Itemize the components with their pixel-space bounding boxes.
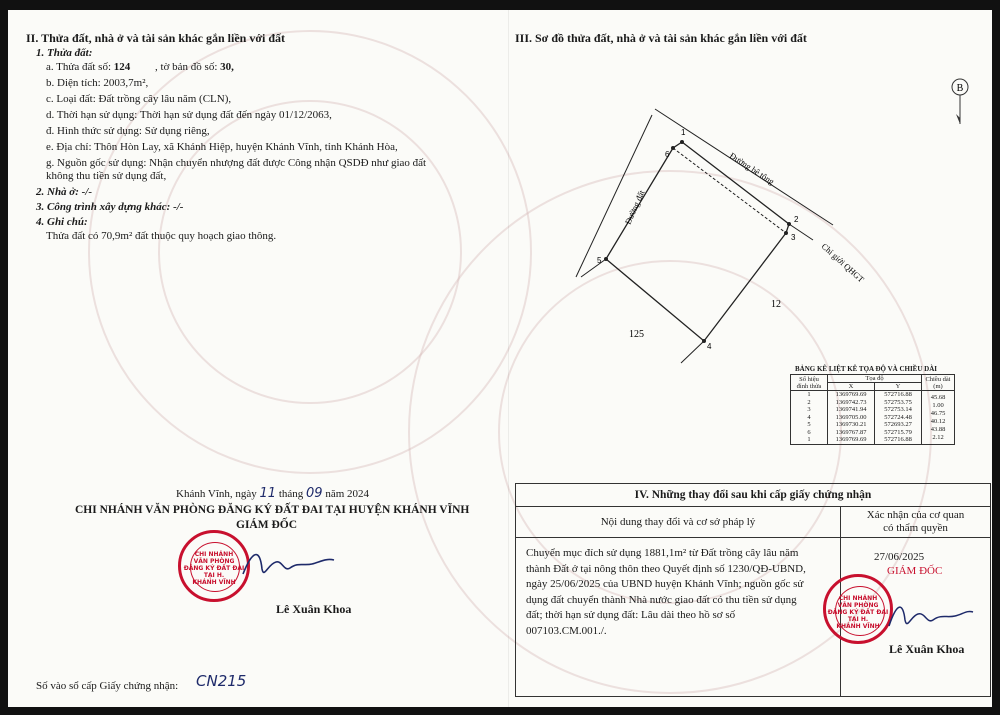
stamp-text-1: CHI NHÁNH bbox=[194, 551, 234, 558]
neighbor-line-1 bbox=[681, 341, 704, 363]
change-content bbox=[516, 538, 841, 697]
length-2: 1.00 bbox=[932, 402, 944, 409]
confirm-signer: Lê Xuân Khoa bbox=[889, 642, 965, 656]
issue-date bbox=[176, 487, 369, 501]
map-number: 30, bbox=[220, 61, 234, 73]
col-confirm-header bbox=[841, 507, 991, 538]
north-compass-icon bbox=[949, 76, 971, 128]
registry-number: CN215 bbox=[196, 672, 247, 690]
coord-point: 1 bbox=[791, 391, 828, 399]
parcel-line bbox=[46, 60, 234, 74]
coord-header-y: Y bbox=[875, 383, 922, 391]
coord-point: 2 bbox=[791, 399, 828, 407]
land-type-line: c. Loại đất: Đất trồng cây lâu năm (CLN), bbox=[46, 93, 232, 105]
changes-entry-row bbox=[516, 538, 991, 697]
date-day: 11 bbox=[259, 486, 277, 501]
coord-point: 4 bbox=[791, 414, 828, 422]
official-stamp-right bbox=[823, 574, 893, 644]
change-line-4: dụng đất chuyển thành Nhà nước giao đất có thu tiền sử dụng bbox=[526, 593, 797, 606]
date-prefix: Khánh Vĩnh, ngày bbox=[176, 488, 257, 500]
compass-letter: B bbox=[956, 83, 964, 94]
area-line: b. Diện tích: 2003,7m², bbox=[46, 77, 149, 89]
item-3-construction: 3. Công trình xây dựng khác: -/- bbox=[36, 201, 184, 213]
changes-header-row bbox=[516, 507, 991, 538]
coord-x: 1369767.87 bbox=[828, 429, 875, 437]
date-month: 09 bbox=[306, 486, 323, 501]
planning-boundary-label: Chỉ giới QHGT bbox=[819, 241, 867, 285]
coord-header-coord: Tọa độ bbox=[828, 375, 922, 383]
col-content-header: Nội dung thay đổi và cơ sở pháp lý bbox=[516, 507, 841, 538]
length-6: 2.12 bbox=[932, 434, 944, 441]
vertex-label-4: 4 bbox=[707, 342, 712, 351]
parcel-diagram bbox=[553, 95, 883, 370]
coord-point: 1 bbox=[791, 436, 828, 444]
coord-header-point: Số hiệu đỉnh thửa bbox=[791, 375, 828, 391]
stamp-text-2: VĂN PHÒNG bbox=[193, 558, 235, 565]
confirm-date: 27/06/2025 bbox=[874, 551, 925, 563]
office-name: CHI NHÁNH VĂN PHÒNG ĐĂNG KÝ ĐẤT ĐAI TẠI HUYỆN KHÁNH VĨNH bbox=[75, 504, 470, 516]
coord-x: 1369742.73 bbox=[828, 399, 875, 407]
coord-x: 1369730.21 bbox=[828, 421, 875, 429]
coordinate-table bbox=[790, 374, 955, 445]
coord-header-x: X bbox=[828, 383, 875, 391]
col-confirm-line-1: Xác nhận của cơ quan bbox=[866, 509, 965, 521]
vertex-label-5: 5 bbox=[597, 256, 602, 265]
map-prefix: , tờ bản đồ số: bbox=[155, 61, 218, 73]
col-confirm-line-2: có thẩm quyền bbox=[883, 522, 948, 534]
coord-y: 572716.88 bbox=[875, 436, 922, 444]
coord-header-row-1 bbox=[791, 375, 955, 383]
coord-y: 572716.88 bbox=[875, 391, 922, 399]
coord-y: 572693.27 bbox=[875, 421, 922, 429]
stamp-text-1: CHI NHÁNH bbox=[838, 595, 878, 602]
neighbor-line-2 bbox=[581, 259, 606, 277]
length-3: 46.75 bbox=[930, 410, 946, 417]
stamp-text-3: ĐĂNG KÝ ĐẤT ĐAI bbox=[183, 565, 245, 572]
vertex-label-6: 6 bbox=[665, 150, 670, 159]
date-year: năm 2024 bbox=[325, 488, 370, 500]
vertex-5 bbox=[604, 257, 608, 261]
section-2-title: II. Thửa đất, nhà ở và tài sản khác gắn liền với đất bbox=[26, 31, 286, 45]
origin-line-2: không thu tiền sử dụng đất, bbox=[46, 170, 167, 182]
signature-left-stroke bbox=[243, 555, 334, 574]
change-confirm bbox=[827, 538, 991, 697]
vertex-1 bbox=[680, 140, 684, 144]
note-text: Thửa đất có 70,9m² đất thuộc quy hoạch giao thông. bbox=[46, 230, 277, 242]
certificate-page bbox=[8, 10, 992, 707]
vertex-label-3: 3 bbox=[791, 233, 796, 242]
change-line-3: ngày 25/06/2025 của UBND huyện Khánh Vĩnh; nguồn gốc sử bbox=[526, 578, 804, 590]
signature-left bbox=[238, 544, 338, 584]
usage-form-line: đ. Hình thức sử dụng: Sử dụng riêng, bbox=[46, 125, 210, 137]
item-4-note-label: 4. Ghi chú: bbox=[36, 216, 88, 228]
change-line-6: 007103.CM.001./. bbox=[526, 624, 607, 637]
parcel-prefix: a. Thửa đất số: bbox=[46, 61, 112, 73]
coord-y: 572753.14 bbox=[875, 406, 922, 414]
term-line: d. Thời hạn sử dụng: Thời hạn sử dụng đất đến ngày 01/12/2063, bbox=[46, 109, 332, 121]
signer-name-left: Lê Xuân Khoa bbox=[276, 602, 352, 616]
vertex-6 bbox=[671, 146, 675, 150]
planning-dashed-line bbox=[673, 148, 786, 233]
coord-point: 5 bbox=[791, 421, 828, 429]
item-1-label: 1. Thửa đất: bbox=[36, 47, 93, 59]
road-dirt-label: Đường đất bbox=[622, 188, 647, 226]
neighbor-125-label: 125 bbox=[629, 329, 644, 340]
stamp-text-5: KHÁNH VĨNH bbox=[836, 623, 880, 630]
coord-point: 6 bbox=[791, 429, 828, 437]
page-fold bbox=[508, 10, 509, 707]
coord-lengths-cell bbox=[922, 391, 955, 445]
changes-table bbox=[515, 483, 991, 697]
date-month-label: tháng bbox=[278, 488, 304, 500]
changes-title-row bbox=[516, 484, 991, 507]
change-line-2: thành Đất ở tại nông thôn theo Quyết định số 1230/QĐ-UBND, bbox=[526, 562, 806, 575]
change-line-1: Chuyển mục đích sử dụng 1881,1m² từ Đất trồng cây lâu năm bbox=[526, 547, 799, 559]
road-concrete-label: Đường bê tông bbox=[727, 150, 777, 187]
registry-label: Số vào sổ cấp Giấy chứng nhận: bbox=[36, 680, 179, 692]
stamp-text-4: TẠI H. bbox=[847, 616, 869, 623]
item-2-house: 2. Nhà ở: -/- bbox=[36, 186, 93, 198]
stamp-text-2: VĂN PHÒNG bbox=[837, 602, 879, 609]
parcel-number: 124 bbox=[113, 61, 131, 73]
coord-point: 3 bbox=[791, 406, 828, 414]
signature-right-stroke bbox=[889, 607, 973, 626]
coord-y: 572715.79 bbox=[875, 429, 922, 437]
neighbor-12-label: 12 bbox=[771, 299, 781, 310]
coord-table-title: BẢNG KÊ LIỆT KÊ TỌA ĐỘ VÀ CHIỀU DÀI bbox=[795, 365, 937, 373]
origin-line-1: g. Nguồn gốc sử dụng: Nhận chuyển nhượng đất được Công nhận QSDĐ như giao đất bbox=[46, 157, 427, 169]
vertex-label-2: 2 bbox=[794, 215, 799, 224]
length-1: 45.68 bbox=[930, 394, 946, 401]
director-title: GIÁM ĐỐC bbox=[236, 519, 298, 531]
coord-y: 572753.75 bbox=[875, 399, 922, 407]
stamp-text-4: TẠI H. bbox=[203, 572, 225, 579]
change-line-5: đất; thời hạn sử dụng đất: Lâu dài theo hồ sơ số bbox=[526, 609, 736, 621]
vertex-4 bbox=[702, 339, 706, 343]
coord-x: 1369705.00 bbox=[828, 414, 875, 422]
section-3-title: III. Sơ đồ thửa đất, nhà ở và tài sản khác gắn liền với đất bbox=[515, 31, 807, 45]
confirm-title: GIÁM ĐỐC bbox=[887, 565, 943, 577]
vertex-3 bbox=[784, 231, 788, 235]
coord-x: 1369769.69 bbox=[828, 391, 875, 399]
length-4: 40.12 bbox=[930, 418, 946, 425]
length-5: 43.88 bbox=[930, 426, 946, 433]
vertex-2 bbox=[787, 222, 791, 226]
stamp-text-5: KHÁNH VĨNH bbox=[192, 579, 236, 586]
section-4-title: IV. Những thay đổi sau khi cấp giấy chứng nhận bbox=[516, 484, 991, 507]
coord-x: 1369769.69 bbox=[828, 436, 875, 444]
coord-row-1 bbox=[791, 391, 955, 399]
compass-arrow bbox=[956, 114, 960, 124]
signature-right bbox=[885, 598, 975, 634]
vertex-label-1: 1 bbox=[681, 128, 686, 137]
coord-y: 572724.48 bbox=[875, 414, 922, 422]
coord-header-length: Chiều dài (m) bbox=[922, 375, 955, 391]
stamp-text-3: ĐĂNG KÝ ĐẤT ĐAI bbox=[827, 609, 889, 616]
address-line: e. Địa chỉ: Thôn Hòn Lay, xã Khánh Hiệp, huyện Khánh Vĩnh, tỉnh Khánh Hòa, bbox=[46, 141, 398, 153]
coord-x: 1369741.94 bbox=[828, 406, 875, 414]
